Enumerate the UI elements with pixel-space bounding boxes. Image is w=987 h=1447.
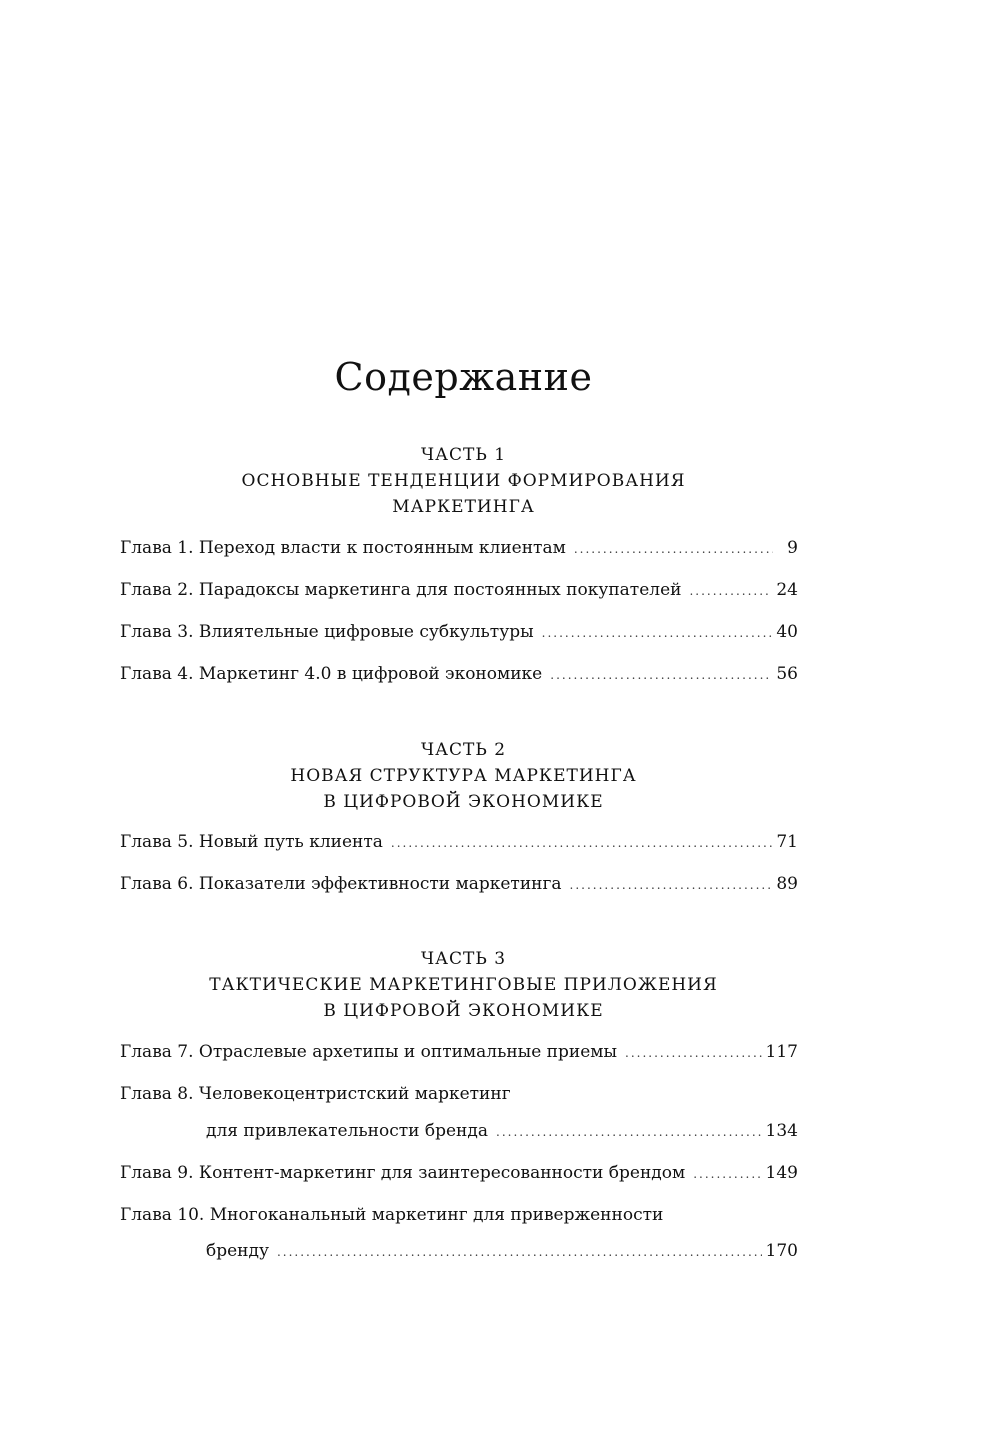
toc-entry-chapter-4[interactable] bbox=[120, 662, 798, 686]
part-label: ЧАСТЬ 2 bbox=[420, 740, 507, 760]
chapter-title[interactable]: Глава 10. Многоканальный маркетинг для приверженности bbox=[120, 1205, 664, 1225]
page-number: 134 bbox=[765, 1121, 798, 1141]
part-label: ЧАСТЬ 1 bbox=[420, 445, 507, 465]
part-title-line: В ЦИФРОВОЙ ЭКОНОМИКЕ bbox=[323, 1001, 604, 1021]
part-1-heading bbox=[0, 442, 927, 520]
toc-entry-chapter-5[interactable] bbox=[120, 830, 798, 854]
page-title: Содержание bbox=[334, 355, 593, 400]
chapter-title-continuation: бренду bbox=[206, 1241, 269, 1261]
chapter-title-continuation: для привлекательности бренда bbox=[206, 1121, 488, 1141]
dot-leader bbox=[542, 621, 773, 645]
chapter-title: Глава 4. Маркетинг 4.0 в цифровой экономике bbox=[120, 664, 543, 684]
page-number: 24 bbox=[776, 580, 798, 600]
page-number: 9 bbox=[787, 538, 798, 558]
dot-leader bbox=[693, 1162, 761, 1186]
chapter-title: Глава 2. Парадоксы маркетинга для постоянных покупателей bbox=[120, 580, 682, 600]
dot-leader bbox=[625, 1041, 762, 1065]
page-number: 56 bbox=[776, 664, 798, 684]
dot-leader bbox=[689, 579, 772, 603]
part-title-line: ОСНОВНЫЕ ТЕНДЕНЦИИ ФОРМИРОВАНИЯ bbox=[241, 471, 686, 491]
part-3-heading bbox=[0, 946, 927, 1024]
dot-leader bbox=[496, 1120, 762, 1144]
dot-leader bbox=[391, 831, 772, 855]
page-number: 40 bbox=[776, 622, 798, 642]
part-2-heading bbox=[0, 737, 927, 815]
toc-entry-chapter-1[interactable] bbox=[120, 536, 798, 560]
chapter-title: Глава 9. Контент-маркетинг для заинтересованности брендом bbox=[120, 1163, 686, 1183]
toc-entry-chapter-7[interactable] bbox=[120, 1040, 798, 1064]
chapter-title: Глава 6. Показатели эффективности маркетинга bbox=[120, 874, 562, 894]
toc-entry-chapter-3[interactable] bbox=[120, 620, 798, 644]
toc-entry-chapter-9[interactable] bbox=[120, 1161, 798, 1185]
page-number: 71 bbox=[776, 832, 798, 852]
toc-entry-chapter-2[interactable] bbox=[120, 578, 798, 602]
part-title-line: МАРКЕТИНГА bbox=[392, 497, 535, 517]
chapter-title[interactable]: Глава 8. Человекоцентристский маркетинг bbox=[120, 1084, 511, 1104]
dot-leader bbox=[574, 537, 773, 561]
toc-entry-chapter-10[interactable] bbox=[206, 1239, 798, 1263]
page-number: 170 bbox=[765, 1241, 798, 1261]
chapter-title: Глава 1. Переход власти к постоянным клиентам bbox=[120, 538, 566, 558]
page-number: 149 bbox=[765, 1163, 798, 1183]
chapter-title: Глава 7. Отраслевые архетипы и оптимальные приемы bbox=[120, 1042, 618, 1062]
part-title-line: ТАКТИЧЕСКИЕ МАРКЕТИНГОВЫЕ ПРИЛОЖЕНИЯ bbox=[209, 975, 718, 995]
toc-entry-chapter-8[interactable] bbox=[206, 1119, 798, 1143]
part-title-line: В ЦИФРОВОЙ ЭКОНОМИКЕ bbox=[323, 792, 604, 812]
page-number: 89 bbox=[776, 874, 798, 894]
chapter-title: Глава 5. Новый путь клиента bbox=[120, 832, 383, 852]
toc-entry-chapter-6[interactable] bbox=[120, 872, 798, 896]
dot-leader bbox=[570, 873, 773, 897]
dot-leader bbox=[277, 1240, 762, 1264]
page-number: 117 bbox=[765, 1042, 798, 1062]
chapter-title: Глава 3. Влиятельные цифровые субкультуры bbox=[120, 622, 534, 642]
part-title-line: НОВАЯ СТРУКТУРА МАРКЕТИНГА bbox=[290, 766, 637, 786]
dot-leader bbox=[550, 663, 772, 687]
part-label: ЧАСТЬ 3 bbox=[420, 949, 507, 969]
